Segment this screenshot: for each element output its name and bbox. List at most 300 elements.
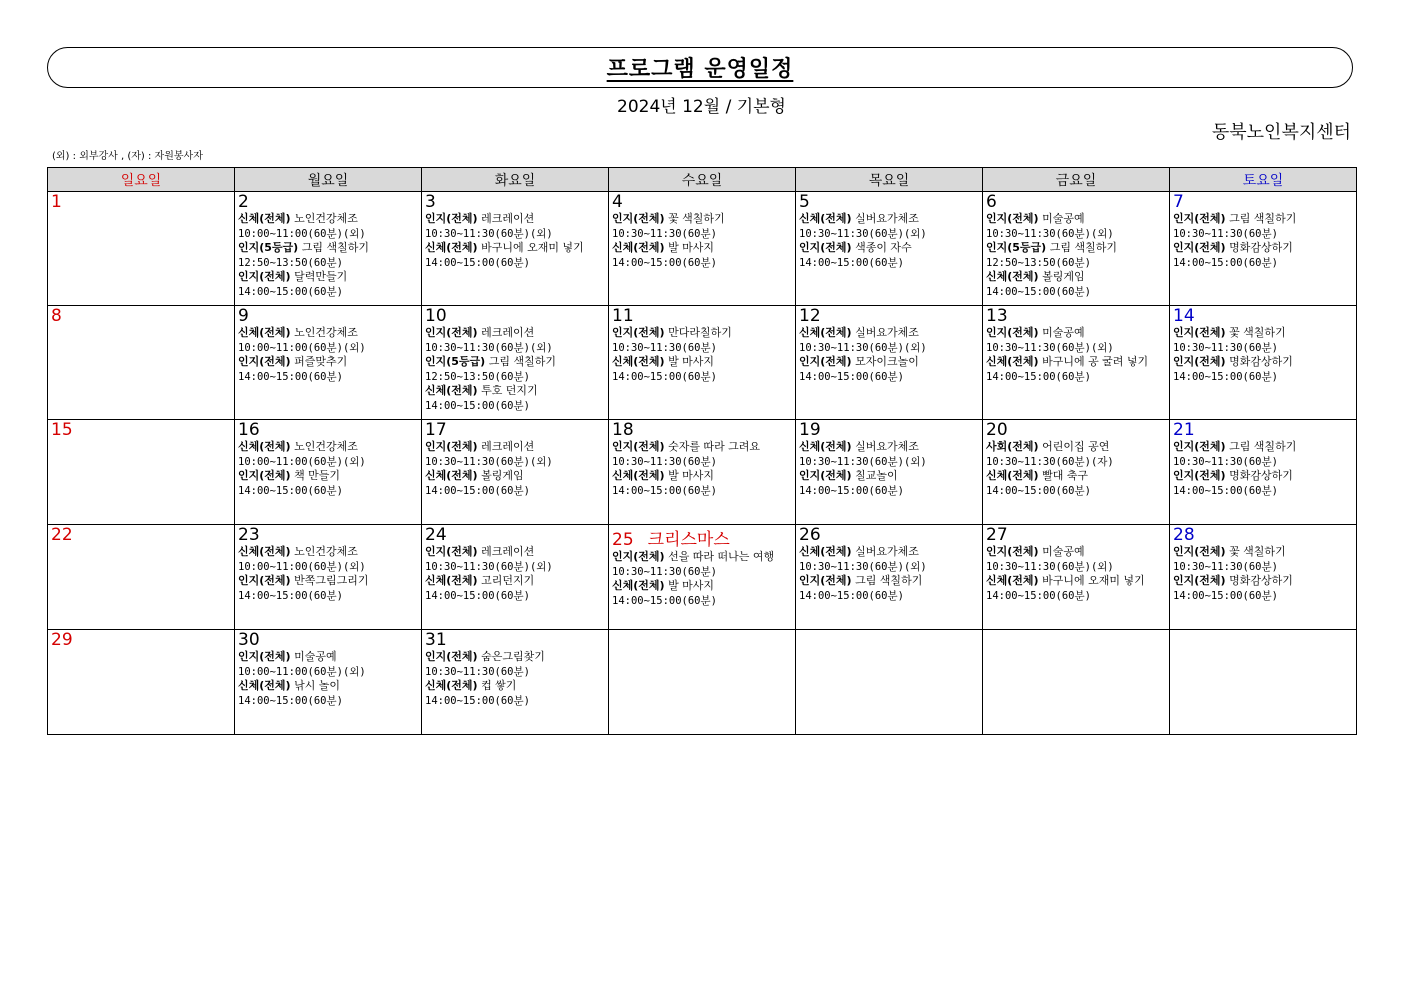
program-name: 볼링게임	[1042, 270, 1085, 283]
program-category: 인지(전체)	[425, 212, 478, 225]
program-entry	[425, 241, 606, 270]
program-category: 신체(전체)	[612, 241, 665, 254]
day-number: 4	[612, 192, 623, 212]
day-cell	[1170, 630, 1357, 735]
program-time: 10:00~11:00(60분)(외)	[238, 227, 366, 240]
program-time: 14:00~15:00(60분)	[238, 589, 343, 602]
program-entry	[612, 355, 793, 384]
program-name: 고리던지기	[481, 574, 535, 587]
program-time: 12:50~13:50(60분)	[986, 256, 1091, 269]
program-entry	[612, 469, 793, 498]
day-cell	[796, 306, 983, 420]
program-name: 레크레이션	[481, 545, 535, 558]
program-category: 인지(전체)	[1173, 355, 1226, 368]
program-name: 볼링게임	[481, 469, 524, 482]
day-cell	[422, 306, 609, 420]
program-category: 인지(전체)	[799, 355, 852, 368]
program-time: 14:00~15:00(60분)	[612, 256, 717, 269]
day-cell	[983, 306, 1170, 420]
program-entry	[238, 469, 419, 498]
program-time: 14:00~15:00(60분)	[238, 484, 343, 497]
program-category: 신체(전체)	[238, 440, 291, 453]
program-category: 인지(전체)	[1173, 212, 1226, 225]
program-time: 14:00~15:00(60분)	[986, 285, 1091, 298]
day-cell	[609, 525, 796, 630]
program-time: 10:00~11:00(60분)(외)	[238, 341, 366, 354]
week-row	[48, 192, 1357, 306]
program-name: 숫자를 따라 그려요	[668, 440, 761, 453]
program-entry	[799, 212, 980, 241]
weekday-header-wed: 수요일	[609, 168, 796, 192]
program-time: 10:30~11:30(60분)	[612, 341, 717, 354]
program-entry	[238, 440, 419, 469]
day-cell	[48, 630, 235, 735]
program-name: 발 마사지	[668, 355, 715, 368]
program-category: 신체(전체)	[425, 384, 478, 397]
program-category: 인지(전체)	[799, 469, 852, 482]
program-entry	[612, 579, 793, 608]
program-name: 명화감상하기	[1229, 355, 1293, 368]
day-number: 31	[425, 630, 447, 650]
program-name: 실버요가체조	[855, 326, 919, 339]
day-cell	[1170, 525, 1357, 630]
program-time: 10:30~11:30(60분)	[1173, 560, 1278, 573]
program-category: 인지(전체)	[425, 326, 478, 339]
program-time: 10:30~11:30(60분)(외)	[425, 560, 553, 573]
program-category: 인지(전체)	[799, 241, 852, 254]
organization-name: 동북노인복지센터	[1211, 122, 1351, 143]
day-number: 5	[799, 192, 810, 212]
day-number: 6	[986, 192, 997, 212]
day-cell	[796, 630, 983, 735]
weekday-header-thu: 목요일	[796, 168, 983, 192]
program-category: 인지(전체)	[1173, 326, 1226, 339]
program-time: 10:30~11:30(60분)(외)	[986, 560, 1114, 573]
program-entry	[425, 440, 606, 469]
program-name: 실버요가체조	[855, 212, 919, 225]
day-cell	[1170, 192, 1357, 306]
holiday-label: 크리스마스	[647, 530, 730, 550]
program-name: 그림 색칠하기	[1049, 241, 1117, 254]
day-cell	[983, 420, 1170, 525]
program-entry	[1173, 355, 1354, 384]
program-entry	[799, 545, 980, 574]
program-category: 인지(전체)	[425, 440, 478, 453]
program-time: 12:50~13:50(60분)	[425, 370, 530, 383]
program-category: 인지(전체)	[986, 545, 1039, 558]
day-cell	[48, 192, 235, 306]
program-time: 10:30~11:30(60분)	[1173, 341, 1278, 354]
day-cell	[422, 525, 609, 630]
weekday-header-row	[48, 168, 1357, 192]
program-time: 14:00~15:00(60분)	[799, 370, 904, 383]
program-name: 발 마사지	[668, 241, 715, 254]
program-name: 노인건강체조	[294, 212, 358, 225]
day-number: 16	[238, 420, 260, 440]
program-entry	[238, 212, 419, 241]
program-name: 어린이집 공연	[1042, 440, 1110, 453]
program-time: 12:50~13:50(60분)	[238, 256, 343, 269]
program-entry	[1173, 241, 1354, 270]
program-entry	[425, 469, 606, 498]
program-time: 10:30~11:30(60분)(외)	[799, 227, 927, 240]
program-time: 10:30~11:30(60분)	[612, 455, 717, 468]
program-entry	[986, 440, 1167, 469]
program-category: 신체(전체)	[612, 469, 665, 482]
program-category: 신체(전체)	[799, 326, 852, 339]
program-name: 그림 색칠하기	[488, 355, 556, 368]
program-category: 신체(전체)	[238, 326, 291, 339]
program-time: 14:00~15:00(60분)	[986, 484, 1091, 497]
weekday-header-tue: 화요일	[422, 168, 609, 192]
weekday-header-fri: 금요일	[983, 168, 1170, 192]
week-row	[48, 306, 1357, 420]
program-time: 14:00~15:00(60분)	[612, 594, 717, 607]
day-number: 13	[986, 306, 1008, 326]
program-name: 그림 색칠하기	[1229, 440, 1297, 453]
program-entry	[799, 355, 980, 384]
program-name: 바구니에 오재미 넣기	[1042, 574, 1145, 587]
program-time: 10:30~11:30(60분)(자)	[986, 455, 1114, 468]
program-time: 14:00~15:00(60분)	[799, 256, 904, 269]
day-cell	[422, 630, 609, 735]
program-category: 신체(전체)	[986, 355, 1039, 368]
program-entry	[1173, 574, 1354, 603]
program-name: 실버요가체조	[855, 440, 919, 453]
program-category: 사회(전체)	[986, 440, 1039, 453]
day-number: 27	[986, 525, 1008, 545]
program-name: 꽃 색칠하기	[1229, 326, 1286, 339]
program-time: 14:00~15:00(60분)	[425, 399, 530, 412]
program-time: 14:00~15:00(60분)	[1173, 589, 1278, 602]
program-time: 14:00~15:00(60분)	[986, 370, 1091, 383]
program-entry	[425, 545, 606, 574]
program-name: 미술공예	[294, 650, 337, 663]
program-category: 인지(전체)	[1173, 469, 1226, 482]
day-cell	[1170, 306, 1357, 420]
program-category: 인지(전체)	[1173, 545, 1226, 558]
program-name: 노인건강체조	[294, 440, 358, 453]
program-name: 만다라칠하기	[668, 326, 732, 339]
program-time: 10:30~11:30(60분)(외)	[799, 455, 927, 468]
program-entry	[1173, 469, 1354, 498]
program-entry	[986, 545, 1167, 574]
program-name: 레크레이션	[481, 440, 535, 453]
day-number: 19	[799, 420, 821, 440]
program-entry	[238, 545, 419, 574]
day-cell	[983, 192, 1170, 306]
program-time: 14:00~15:00(60분)	[1173, 370, 1278, 383]
program-name: 숨은그림찾기	[481, 650, 545, 663]
day-cell	[983, 630, 1170, 735]
day-cell	[235, 306, 422, 420]
program-entry	[425, 679, 606, 708]
program-name: 꽃 색칠하기	[668, 212, 725, 225]
day-number: 10	[425, 306, 447, 326]
program-name: 미술공예	[1042, 212, 1085, 225]
program-time: 10:30~11:30(60분)	[1173, 455, 1278, 468]
day-number: 22	[51, 525, 73, 545]
program-name: 레크레이션	[481, 212, 535, 225]
program-name: 미술공예	[1042, 545, 1085, 558]
program-entry	[612, 212, 793, 241]
day-cell	[48, 306, 235, 420]
program-category: 인지(전체)	[986, 212, 1039, 225]
program-name: 미술공예	[1042, 326, 1085, 339]
program-category: 신체(전체)	[425, 469, 478, 482]
program-time: 10:00~11:00(60분)(외)	[238, 560, 366, 573]
day-number: 30	[238, 630, 260, 650]
program-entry	[1173, 212, 1354, 241]
program-name: 노인건강체조	[294, 326, 358, 339]
program-category: 인지(전체)	[612, 550, 665, 563]
program-name: 레크레이션	[481, 326, 535, 339]
program-entry	[238, 679, 419, 708]
program-time: 10:30~11:30(60분)(외)	[986, 227, 1114, 240]
day-number: 18	[612, 420, 634, 440]
legend-note: (외) : 외부강사 , (자) : 자원봉사자	[52, 151, 203, 162]
program-time: 14:00~15:00(60분)	[799, 484, 904, 497]
day-cell	[235, 192, 422, 306]
program-entry	[986, 326, 1167, 355]
program-name: 컵 쌓기	[481, 679, 517, 692]
day-cell	[235, 630, 422, 735]
program-category: 인지(전체)	[612, 440, 665, 453]
program-name: 그림 색칠하기	[1229, 212, 1297, 225]
program-category: 신체(전체)	[799, 212, 852, 225]
program-time: 14:00~15:00(60분)	[1173, 256, 1278, 269]
day-number: 29	[51, 630, 73, 650]
program-category: 인지(전체)	[1173, 241, 1226, 254]
day-number: 14	[1173, 306, 1195, 326]
day-cell	[609, 420, 796, 525]
program-category: 인지(5등급)	[238, 241, 299, 254]
day-number: 9	[238, 306, 249, 326]
program-name: 투호 던지기	[481, 384, 538, 397]
program-name: 발 마사지	[668, 579, 715, 592]
program-category: 인지(전체)	[238, 650, 291, 663]
day-cell	[983, 525, 1170, 630]
program-category: 인지(전체)	[612, 326, 665, 339]
program-name: 달력만들기	[294, 270, 348, 283]
day-cell	[609, 192, 796, 306]
program-entry	[238, 270, 419, 299]
program-name: 꽃 색칠하기	[1229, 545, 1286, 558]
program-entry	[612, 241, 793, 270]
day-number: 12	[799, 306, 821, 326]
program-name: 그림 색칠하기	[855, 574, 923, 587]
day-cell	[796, 420, 983, 525]
weekday-header-sat: 토요일	[1170, 168, 1357, 192]
program-name: 선을 따라 떠나는 여행	[668, 550, 775, 563]
program-time: 14:00~15:00(60분)	[425, 589, 530, 602]
program-category: 인지(전체)	[238, 574, 291, 587]
program-entry	[986, 355, 1167, 384]
program-category: 인지(전체)	[238, 469, 291, 482]
program-entry	[1173, 545, 1354, 574]
program-category: 신체(전체)	[425, 574, 478, 587]
day-cell	[48, 420, 235, 525]
program-time: 14:00~15:00(60분)	[1173, 484, 1278, 497]
day-cell	[796, 525, 983, 630]
day-cell	[48, 525, 235, 630]
program-time: 14:00~15:00(60분)	[799, 589, 904, 602]
page-subtitle: 2024년 12월 / 기본형	[617, 97, 786, 117]
day-cell	[422, 192, 609, 306]
program-time: 14:00~15:00(60분)	[238, 694, 343, 707]
program-time: 14:00~15:00(60분)	[425, 256, 530, 269]
program-time: 14:00~15:00(60분)	[238, 285, 343, 298]
program-entry	[238, 650, 419, 679]
program-category: 인지(전체)	[238, 355, 291, 368]
program-name: 실버요가체조	[855, 545, 919, 558]
program-time: 10:30~11:30(60분)	[612, 227, 717, 240]
program-entry	[238, 326, 419, 355]
day-cell	[609, 306, 796, 420]
day-number: 3	[425, 192, 436, 212]
day-number: 20	[986, 420, 1008, 440]
program-category: 신체(전체)	[612, 355, 665, 368]
day-number: 24	[425, 525, 447, 545]
program-time: 10:30~11:30(60분)(외)	[425, 341, 553, 354]
program-entry	[238, 241, 419, 270]
program-category: 인지(전체)	[799, 574, 852, 587]
day-number: 23	[238, 525, 260, 545]
day-cell	[1170, 420, 1357, 525]
program-entry	[799, 241, 980, 270]
program-time: 10:30~11:30(60분)	[425, 665, 530, 678]
program-entry	[799, 326, 980, 355]
program-category: 인지(전체)	[612, 212, 665, 225]
program-name: 명화감상하기	[1229, 241, 1293, 254]
program-name: 노인건강체조	[294, 545, 358, 558]
program-time: 10:30~11:30(60분)(외)	[425, 227, 553, 240]
program-name: 그림 색칠하기	[301, 241, 369, 254]
calendar-table	[47, 167, 1357, 735]
day-number: 21	[1173, 420, 1195, 440]
program-entry	[612, 326, 793, 355]
program-name: 바구니에 오재미 넣기	[481, 241, 584, 254]
program-entry	[1173, 326, 1354, 355]
program-category: 신체(전체)	[238, 679, 291, 692]
program-category: 인지(전체)	[1173, 440, 1226, 453]
program-category: 신체(전체)	[238, 545, 291, 558]
program-name: 명화감상하기	[1229, 574, 1293, 587]
day-number: 8	[51, 306, 62, 326]
day-number: 15	[51, 420, 73, 440]
program-time: 14:00~15:00(60분)	[238, 370, 343, 383]
program-category: 신체(전체)	[612, 579, 665, 592]
program-time: 10:00~11:00(60분)(외)	[238, 455, 366, 468]
program-name: 빨대 축구	[1042, 469, 1089, 482]
program-name: 낚시 놀이	[294, 679, 341, 692]
program-category: 인지(전체)	[986, 326, 1039, 339]
day-number: 17	[425, 420, 447, 440]
program-entry	[425, 650, 606, 679]
program-category: 인지(5등급)	[986, 241, 1047, 254]
program-name: 바구니에 공 굴려 넣기	[1042, 355, 1149, 368]
program-entry	[425, 212, 606, 241]
weekday-header-mon: 월요일	[235, 168, 422, 192]
program-name: 명화감상하기	[1229, 469, 1293, 482]
program-category: 신체(전체)	[986, 574, 1039, 587]
program-time: 10:30~11:30(60분)(외)	[425, 455, 553, 468]
week-row	[48, 630, 1357, 735]
day-number: 1	[51, 192, 62, 212]
program-name: 퍼즐맞추기	[294, 355, 348, 368]
page-title: 프로그램 운영일정	[606, 57, 794, 82]
program-entry	[612, 440, 793, 469]
program-category: 인지(전체)	[425, 545, 478, 558]
program-time: 14:00~15:00(60분)	[986, 589, 1091, 602]
title-box	[47, 47, 1353, 88]
program-category: 신체(전체)	[425, 679, 478, 692]
day-number: 7	[1173, 192, 1184, 212]
day-number: 2	[238, 192, 249, 212]
program-time: 10:30~11:30(60분)(외)	[799, 560, 927, 573]
program-time: 10:30~11:30(60분)	[612, 565, 717, 578]
weekday-header-sun: 일요일	[48, 168, 235, 192]
program-entry	[799, 574, 980, 603]
day-cell	[422, 420, 609, 525]
day-number: 25	[612, 530, 634, 550]
program-entry	[986, 469, 1167, 498]
program-category: 신체(전체)	[425, 241, 478, 254]
program-category: 인지(5등급)	[425, 355, 486, 368]
week-row	[48, 420, 1357, 525]
program-time: 14:00~15:00(60분)	[425, 694, 530, 707]
program-time: 10:30~11:30(60분)	[1173, 227, 1278, 240]
day-cell	[235, 420, 422, 525]
program-entry	[425, 355, 606, 384]
program-entry	[612, 550, 793, 579]
program-time: 14:00~15:00(60분)	[612, 484, 717, 497]
program-category: 신체(전체)	[238, 212, 291, 225]
program-entry	[238, 574, 419, 603]
program-entry	[425, 384, 606, 413]
day-cell	[796, 192, 983, 306]
program-category: 신체(전체)	[986, 270, 1039, 283]
program-entry	[799, 469, 980, 498]
day-number: 11	[612, 306, 634, 326]
day-cell	[609, 630, 796, 735]
program-category: 인지(전체)	[425, 650, 478, 663]
program-time: 14:00~15:00(60분)	[612, 370, 717, 383]
program-entry	[425, 326, 606, 355]
program-name: 칠교놀이	[855, 469, 898, 482]
program-entry	[799, 440, 980, 469]
program-time: 10:00~11:00(60분)(외)	[238, 665, 366, 678]
program-category: 인지(전체)	[238, 270, 291, 283]
program-entry	[986, 241, 1167, 270]
program-time: 10:30~11:30(60분)(외)	[986, 341, 1114, 354]
program-category: 인지(전체)	[1173, 574, 1226, 587]
day-cell	[235, 525, 422, 630]
program-entry	[238, 355, 419, 384]
program-time: 10:30~11:30(60분)(외)	[799, 341, 927, 354]
program-entry	[1173, 440, 1354, 469]
program-entry	[986, 574, 1167, 603]
program-name: 모자이크놀이	[855, 355, 919, 368]
program-time: 14:00~15:00(60분)	[425, 484, 530, 497]
program-category: 신체(전체)	[986, 469, 1039, 482]
week-row	[48, 525, 1357, 630]
program-category: 신체(전체)	[799, 545, 852, 558]
program-name: 발 마사지	[668, 469, 715, 482]
program-entry	[986, 212, 1167, 241]
day-number: 26	[799, 525, 821, 545]
program-entry	[425, 574, 606, 603]
